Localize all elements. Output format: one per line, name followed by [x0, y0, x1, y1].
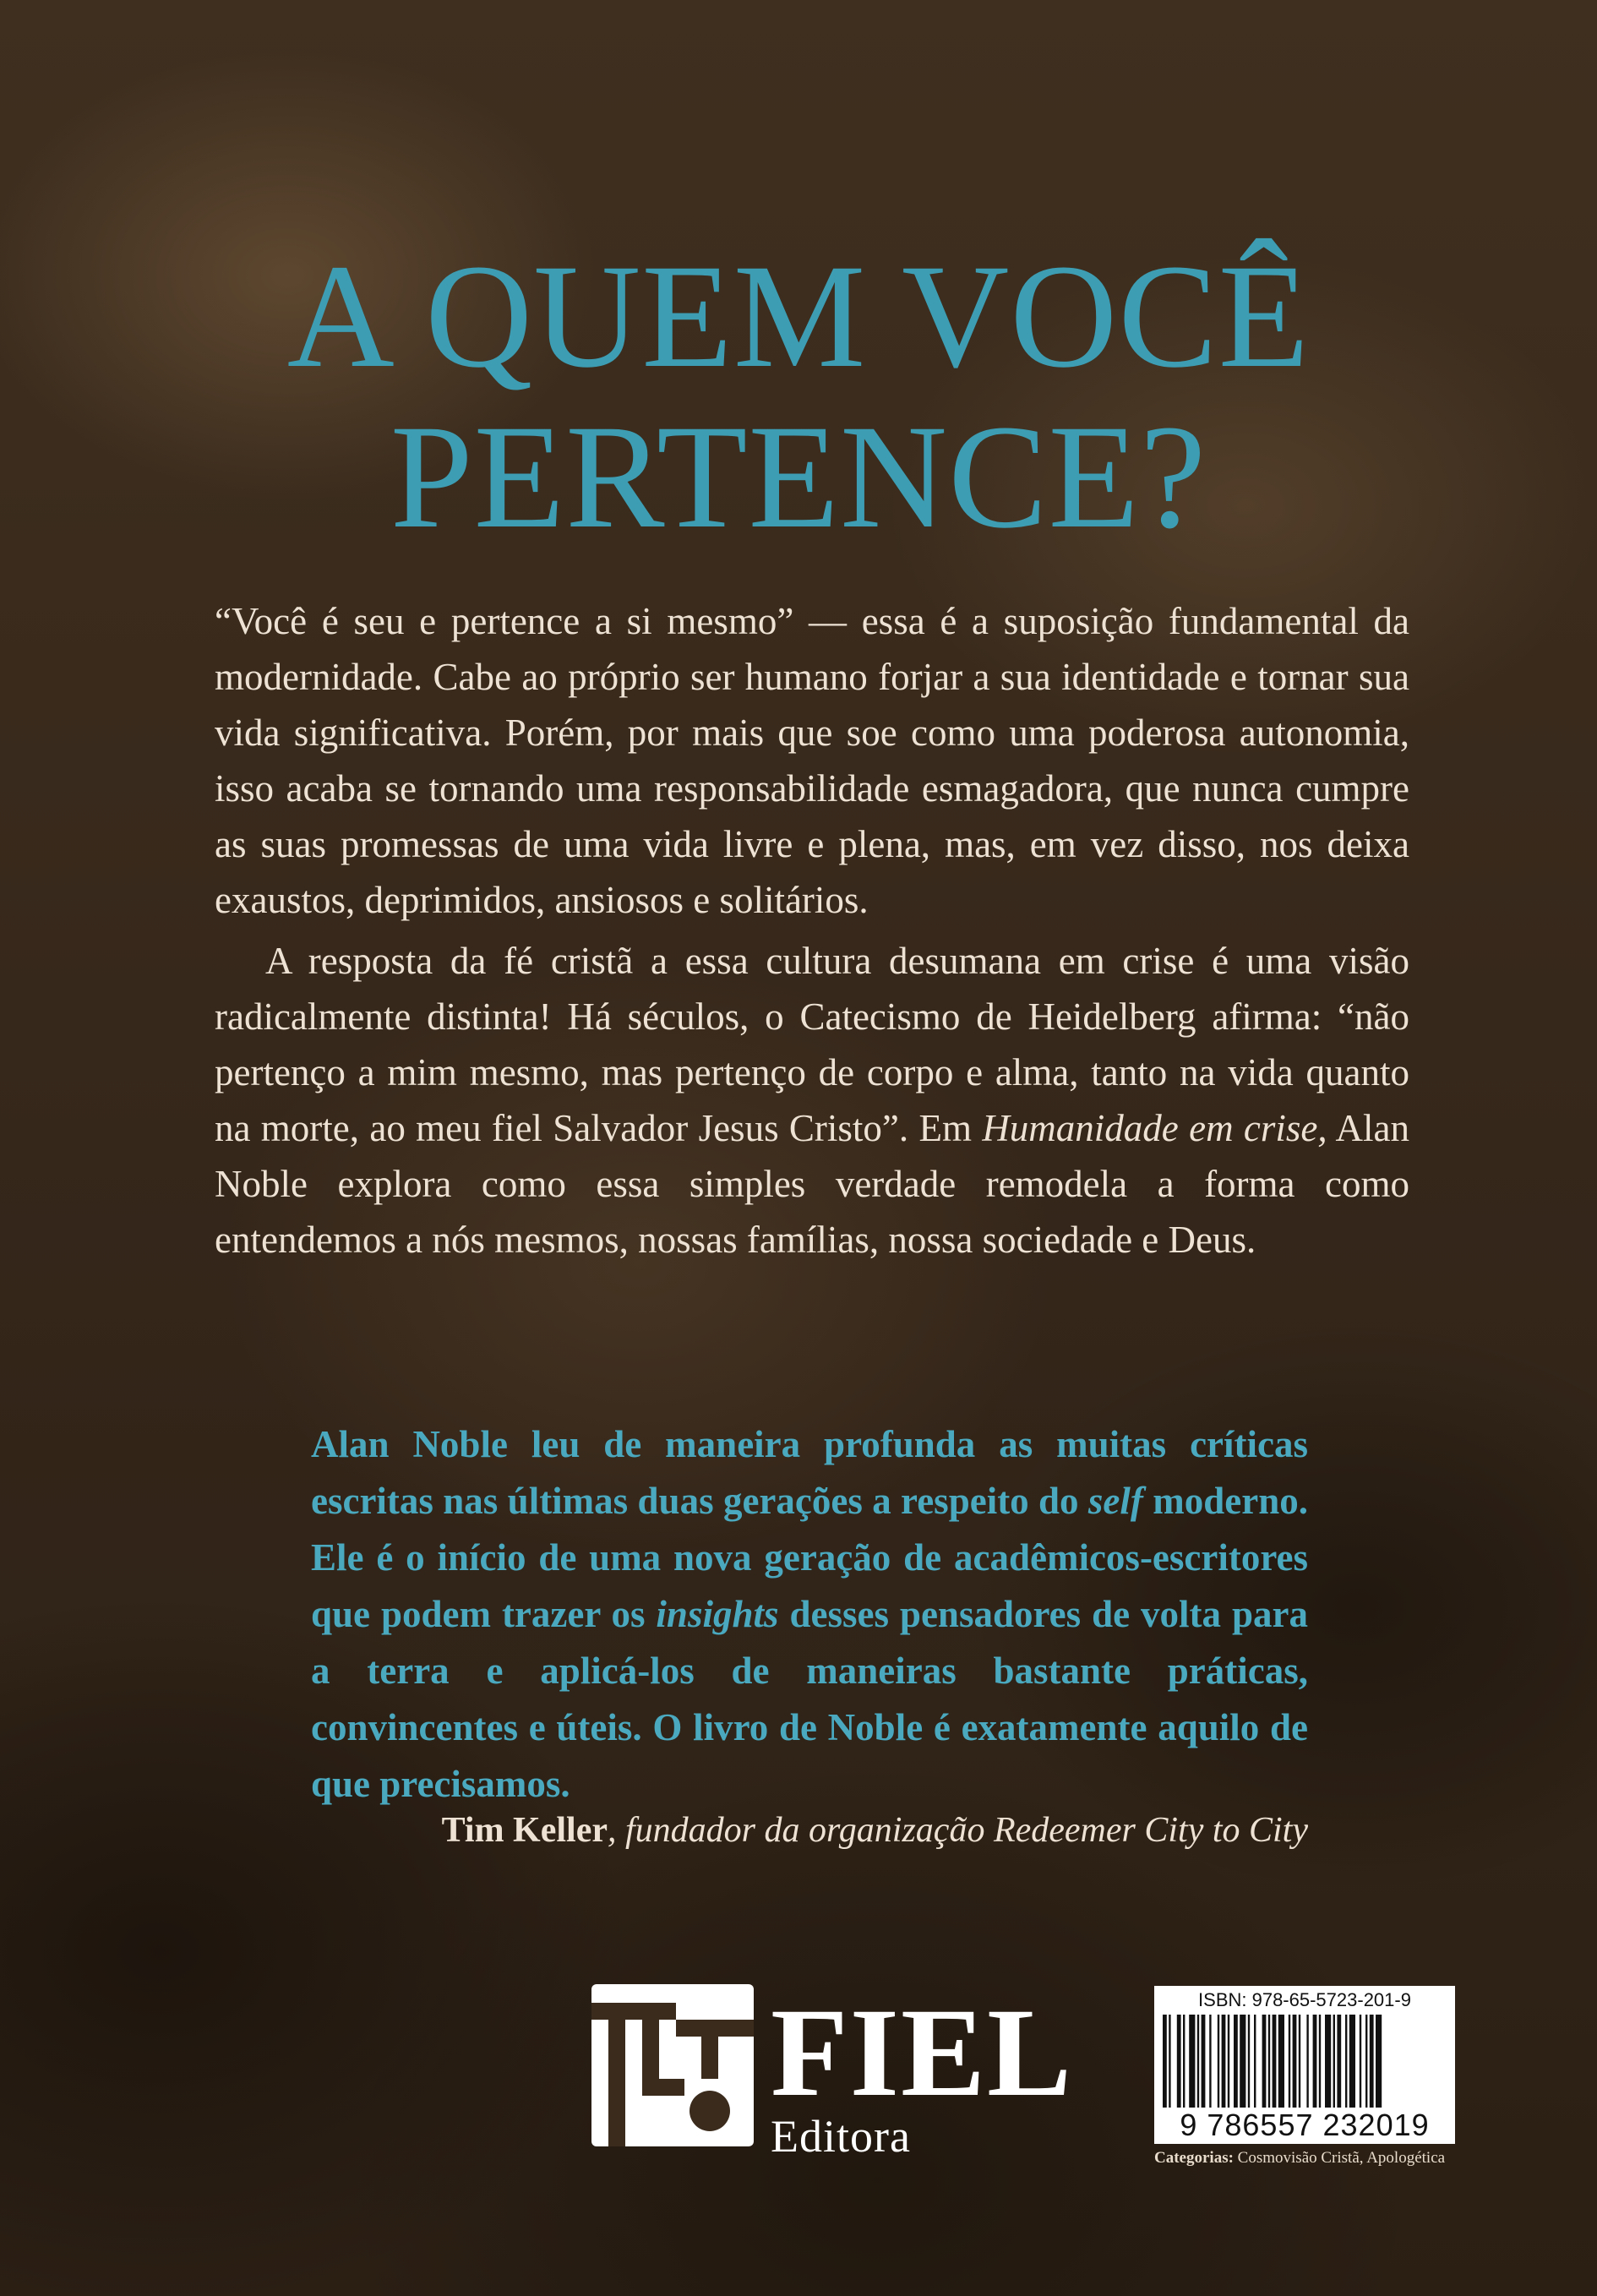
quote-italic-insights: insights [656, 1593, 779, 1635]
book-title-italic: Humanidade em crise, [982, 1107, 1327, 1149]
synopsis-paragraph-2 [215, 933, 1409, 1268]
barcode-bars [1163, 2015, 1447, 2108]
synopsis-paragraph-1: “Você é seu e pertence a si mesmo” — essa é a suposição fundamental da modernidade. Cabe ao próprio ser humano forjar a sua identidade e tornar sua vida significativa. Porém, por mais que soe como uma poderosa autonomia, isso acaba se tornando uma responsabilidade esmagadora, que nunca cumpre as suas promessas de uma vida livre e plena, mas, em vez disso, nos deixa exaustos, deprimidos, ansiosos e solitários. [215, 600, 1409, 921]
quote-text-2: moderno. Ele é o início de uma nova geração de acadêmicos-escritores que podem trazer os [311, 1480, 1308, 1635]
quote-text-1: Alan Noble leu de maneira profunda as muitas críticas escritas nas últimas duas gerações a respeito do [311, 1423, 1308, 1522]
endorser-role: , fundador da organização Redeemer City to City [607, 1811, 1308, 1850]
publisher-wordmark [771, 1982, 1074, 2162]
isbn-label: ISBN: 978-65-5723-201-9 [1198, 1989, 1411, 2010]
quote-italic-self: self [1087, 1480, 1143, 1522]
ean-digits: 9 786557 232019 [1180, 2108, 1430, 2142]
fiel-logo-icon [591, 1984, 754, 2146]
publisher-name: FIEL [771, 1982, 1074, 2123]
isbn-barcode [1154, 1986, 1455, 2144]
endorsement-attribution [442, 1805, 1308, 1856]
categories-value: Cosmovisão Cristã, Apologética [1233, 2149, 1446, 2167]
title-line-1: A QUEM VOCÊ [286, 234, 1311, 399]
quote-text-3: desses pensadores de volta para a terra e aplicá-los de maneiras bastante práticas, convincentes e úteis. O livro de Noble é exatamente aquilo de que precisamos. [311, 1593, 1308, 1805]
publisher-subtitle: Editora [771, 2111, 911, 2162]
synopsis [215, 593, 1409, 1268]
synopsis-p2-text: A resposta da fé cristã a essa cultura desumana em crise é uma visão radicalmente distinta! Há séculos, o Catecismo de Heidelberg afirma: “não pertenço a mim mesmo, mas pertenço de corpo e alma, tanto na vida quanto na morte, ao meu fiel Salvador Jesus Cristo”. Em [215, 940, 1409, 1149]
cover-title [0, 234, 1597, 559]
endorsement-quote [311, 1416, 1308, 1813]
categories-label: Categorias: [1154, 2149, 1234, 2167]
endorser-name: Tim Keller [441, 1811, 608, 1850]
synopsis-p2-text-end: Alan Noble explora como essa simples verdade remodela a forma como entendemos a nós mesmos, nossas famílias, nossa sociedade e Deus. [215, 1107, 1409, 1261]
title-line-2: PERTENCE? [390, 395, 1207, 559]
categories-line [1154, 2149, 1445, 2168]
